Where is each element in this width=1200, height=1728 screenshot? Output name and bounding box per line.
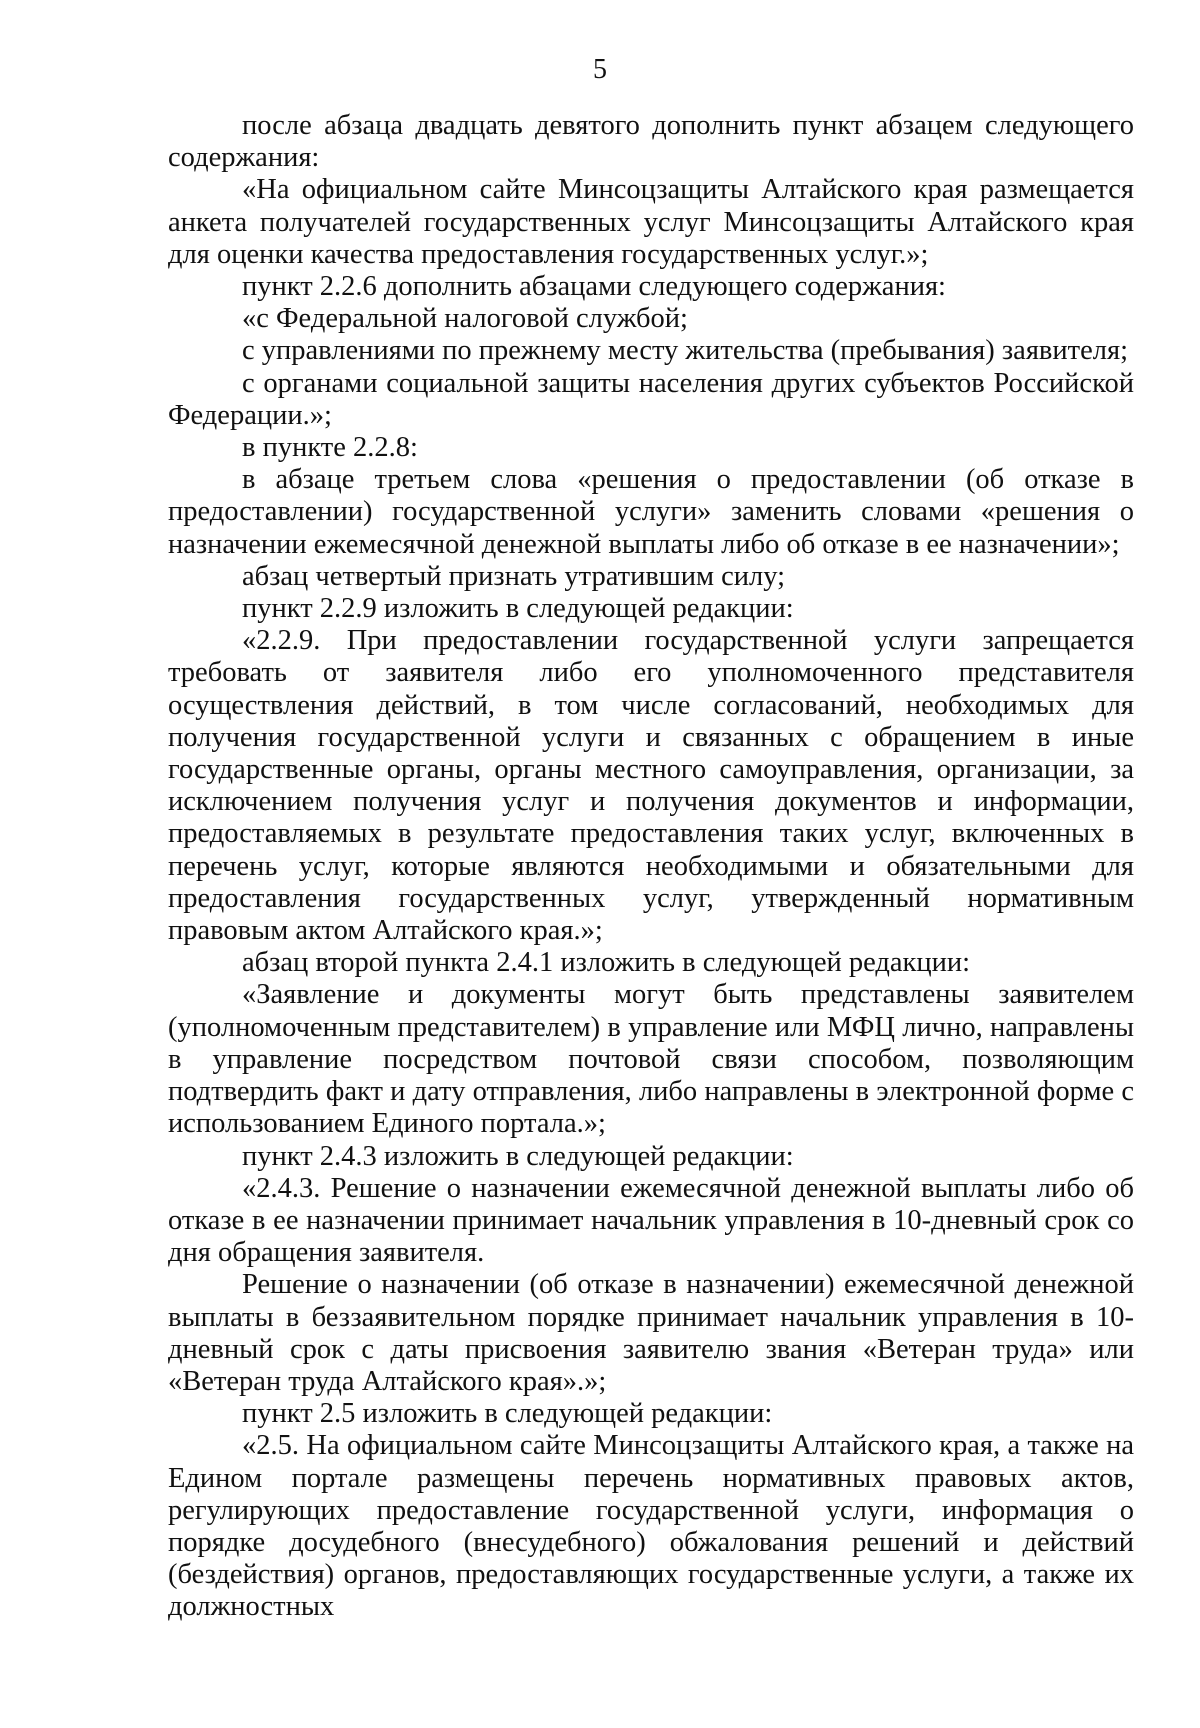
paragraph: пункт 2.5 изложить в следующей редакции: — [242, 1398, 773, 1430]
paragraph: «2.5. На официальном сайте Минсоцзащиты Алтайского края, а также на Едином портале размещены перечень нормативных правовых актов, регулирующих предоставление государственной услуги, информация о порядке досудебного (внесудебного) обжалования решений и действий (бездействия) органов, предоставляющих государственные услуги, а также их должностных — [168, 1430, 1134, 1623]
paragraph: в пункте 2.2.8: — [242, 432, 418, 464]
paragraph: Решение о назначении (об отказе в назначении) ежемесячной денежной выплаты в беззаявительном порядке принимает начальник управления в 10-дневный срок с даты присвоения заявителю звания «Ветеран труда» или «Ветеран труда Алтайского края».»; — [168, 1269, 1134, 1397]
paragraph: «с Федеральной налоговой службой; — [242, 303, 688, 335]
paragraph: после абзаца двадцать девятого дополнить пункт абзацем следующего содержания: — [168, 110, 1134, 174]
paragraph: «2.4.3. Решение о назначении ежемесячной денежной выплаты либо об отказе в ее назначении принимает начальник управления в 10-дневный срок со дня обращения заявителя. — [168, 1172, 1134, 1269]
paragraph: с органами социальной защиты населения других субъектов Российской Федерации.»; — [168, 367, 1134, 431]
paragraph: «Заявление и документы могут быть представлены заявителем (уполномоченным представителем) в управление или МФЦ лично, направлены в управление посредством почтовой связи способом, позволяющим подтвердить факт и дату отправления, либо направлены в электронной форме с использованием Единого портала.»; — [168, 979, 1134, 1140]
paragraph: пункт 2.2.9 изложить в следующей редакции: — [242, 593, 794, 625]
paragraph: пункт 2.4.3 изложить в следующей редакции: — [242, 1140, 794, 1172]
paragraph: абзац второй пункта 2.4.1 изложить в следующей редакции: — [242, 947, 971, 979]
paragraph: в абзаце третьем слова «решения о предоставлении (об отказе в предоставлении) государственной услуги» заменить словами «решения о назначении ежемесячной денежной выплаты либо об отказе в ее назначении»; — [168, 464, 1134, 560]
paragraph: пункт 2.2.6 дополнить абзацами следующего содержания: — [242, 271, 946, 303]
page-number: 5 — [593, 54, 607, 85]
document-body — [168, 110, 1134, 1624]
paragraph: с управлениями по прежнему месту жительства (пребывания) заявителя; — [242, 335, 1128, 367]
paragraph: «2.2.9. При предоставлении государственной услуги запрещается требовать от заявителя либо его уполномоченного представителя осуществления действий, в том числе согласований, необходимых для получения государственной услуги и связанных с обращением в иные государственные органы, органы местного самоуправления, организации, за исключением получения услуг и получения документов и информации, предоставляемых в результате предоставления таких услуг, включенных в перечень услуг, которые являются необходимыми и обязательными для предоставления государственных услуг, утвержденный нормативным правовым актом Алтайского края.»; — [168, 625, 1134, 947]
paragraph: абзац четвертый признать утратившим силу; — [242, 560, 786, 592]
paragraph: «На официальном сайте Минсоцзащиты Алтайского края размещается анкета получателей государственных услуг Минсоцзащиты Алтайского края для оценки качества предоставления государственных услуг.»; — [168, 174, 1134, 270]
